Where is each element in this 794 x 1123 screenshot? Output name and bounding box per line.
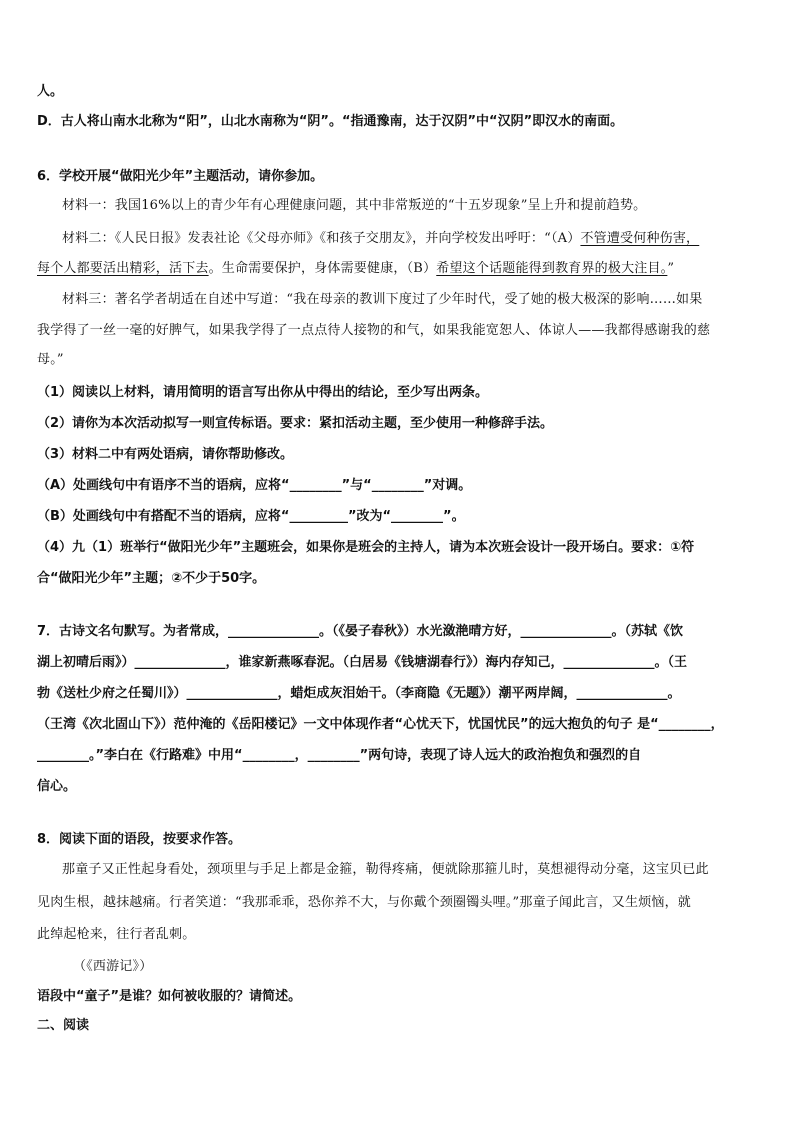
passage-source: （《西游记》）	[73, 959, 153, 974]
passage-line-3: 此绰起枪来，往行者乱刺。	[37, 927, 196, 942]
underlined-sentence-b: 希望这个话题能得到教育界的极大注目。	[436, 261, 668, 276]
underlined-sentence-a-cont: 每个人都要活出精彩，活下去	[37, 261, 209, 276]
material-1: 材料一：我国16%以上的青少年有心理健康问题，其中非常叛逆的“十五岁现象”呈上升和提前趋势。	[62, 198, 647, 213]
material-3-line-3: 母。”	[37, 352, 64, 367]
passage-line-2: 见肉生根，越抹越痛。行者笑道：“我那乖乖，恐你养不大，与你戴个颈圈镯头哩。”那童子闻此言，又生烦恼，就	[37, 895, 691, 910]
question-7-line-1: 7．古诗文名句默写。为者常成，______________。（《晏子春秋》）水光潋滟晴方好，______________。（苏轼《饮	[37, 624, 684, 639]
subquestion-1: （1）阅读以上材料，请用简明的语言写出你从中得出的结论，至少写出两条。	[37, 385, 489, 400]
passage-line-1: 那童子又正性起身看处，颈项里与手足上都是金箍，勒得疼痛，便就除那箍儿时，莫想褪得动分毫，这宝贝已此	[62, 862, 709, 877]
question-6-title: 6．学校开展“做阳光少年”主题活动，请你参加。	[37, 169, 324, 184]
question-7-line-6: 信心。	[37, 779, 77, 794]
material-2-text: ”	[667, 261, 675, 276]
question-8-prompt: 语段中“童子”是谁？如何被收服的？请简述。	[37, 989, 302, 1004]
material-2-line-1	[62, 229, 759, 249]
subquestion-2: （2）请你为本次活动拟写一则宣传标语。要求：紧扣活动主题，至少使用一种修辞手法。	[37, 416, 554, 431]
subquestion-4-line-1: （4）九（1）班举行“做阳光少年”主题班会，如果你是班会的主持人，请为本次班会设计一段开场白。要求：①符	[37, 540, 695, 555]
question-7-line-4: （王湾《次北固山下》）范仲淹的《岳阳楼记》一文中体现作者“心忧天下，忧国忧民”的远大抱负的句子 是“________，	[37, 717, 724, 732]
material-3-line-1: 材料三：著名学者胡适在自述中写道：“我在母亲的教训下度过了少年时代，受了她的极大极深的影响……如果	[62, 292, 703, 307]
material-2-text: 材料二：《人民日报》发表社论《父母亦师》《和孩子交朋友》，并向学校发出呼吁：“（A）	[62, 231, 581, 246]
text-line: D．古人将山南水北称为“阳”，山北水南称为“阴”。“指通豫南，达于汉阴”中“汉阴”即汉水的南面。	[37, 114, 624, 129]
question-7-line-5: ________。”李白在《行路难》中用“________，________”两句诗，表现了诗人远大的政治抱负和强烈的自	[37, 748, 642, 763]
subquestion-3a: （A）处画线句中有语序不当的语病，应将“________”与“________”对调。	[37, 478, 472, 493]
underlined-sentence-a: 不管遭受何种伤害，	[580, 231, 700, 246]
subquestion-3b: （B）处画线句中有搭配不当的语病，应将“_________”改为“________”。	[37, 509, 465, 524]
material-3-line-2: 我学得了一丝一毫的好脾气，如果我学得了一点点待人接物的和气，如果我能宽恕人、体谅人——我都得感谢我的慈	[37, 323, 711, 338]
material-2-line-2	[37, 259, 759, 279]
question-8-title: 8．阅读下面的语段，按要求作答。	[37, 832, 242, 847]
text-line: 人。	[37, 84, 64, 99]
subquestion-4-line-2: 合“做阳光少年”主题；②不少于50字。	[37, 571, 266, 586]
material-2-text: 。生命需要保护，身体需要健康，（B）	[208, 261, 437, 276]
section-heading: 二、阅读	[37, 1018, 90, 1033]
question-7-line-3: 勃《送杜少府之任蜀川》）______________，蜡炬成灰泪始干。（李商隐《无题》）潮平两岸阔，______________。	[37, 686, 681, 701]
subquestion-3: （3）材料二中有两处语病，请你帮助修改。	[37, 447, 294, 462]
question-7-line-2: 湖上初晴后雨》）______________，谁家新燕啄春泥。（白居易《钱塘湖春行》）海内存知己，______________。（王	[37, 655, 688, 670]
